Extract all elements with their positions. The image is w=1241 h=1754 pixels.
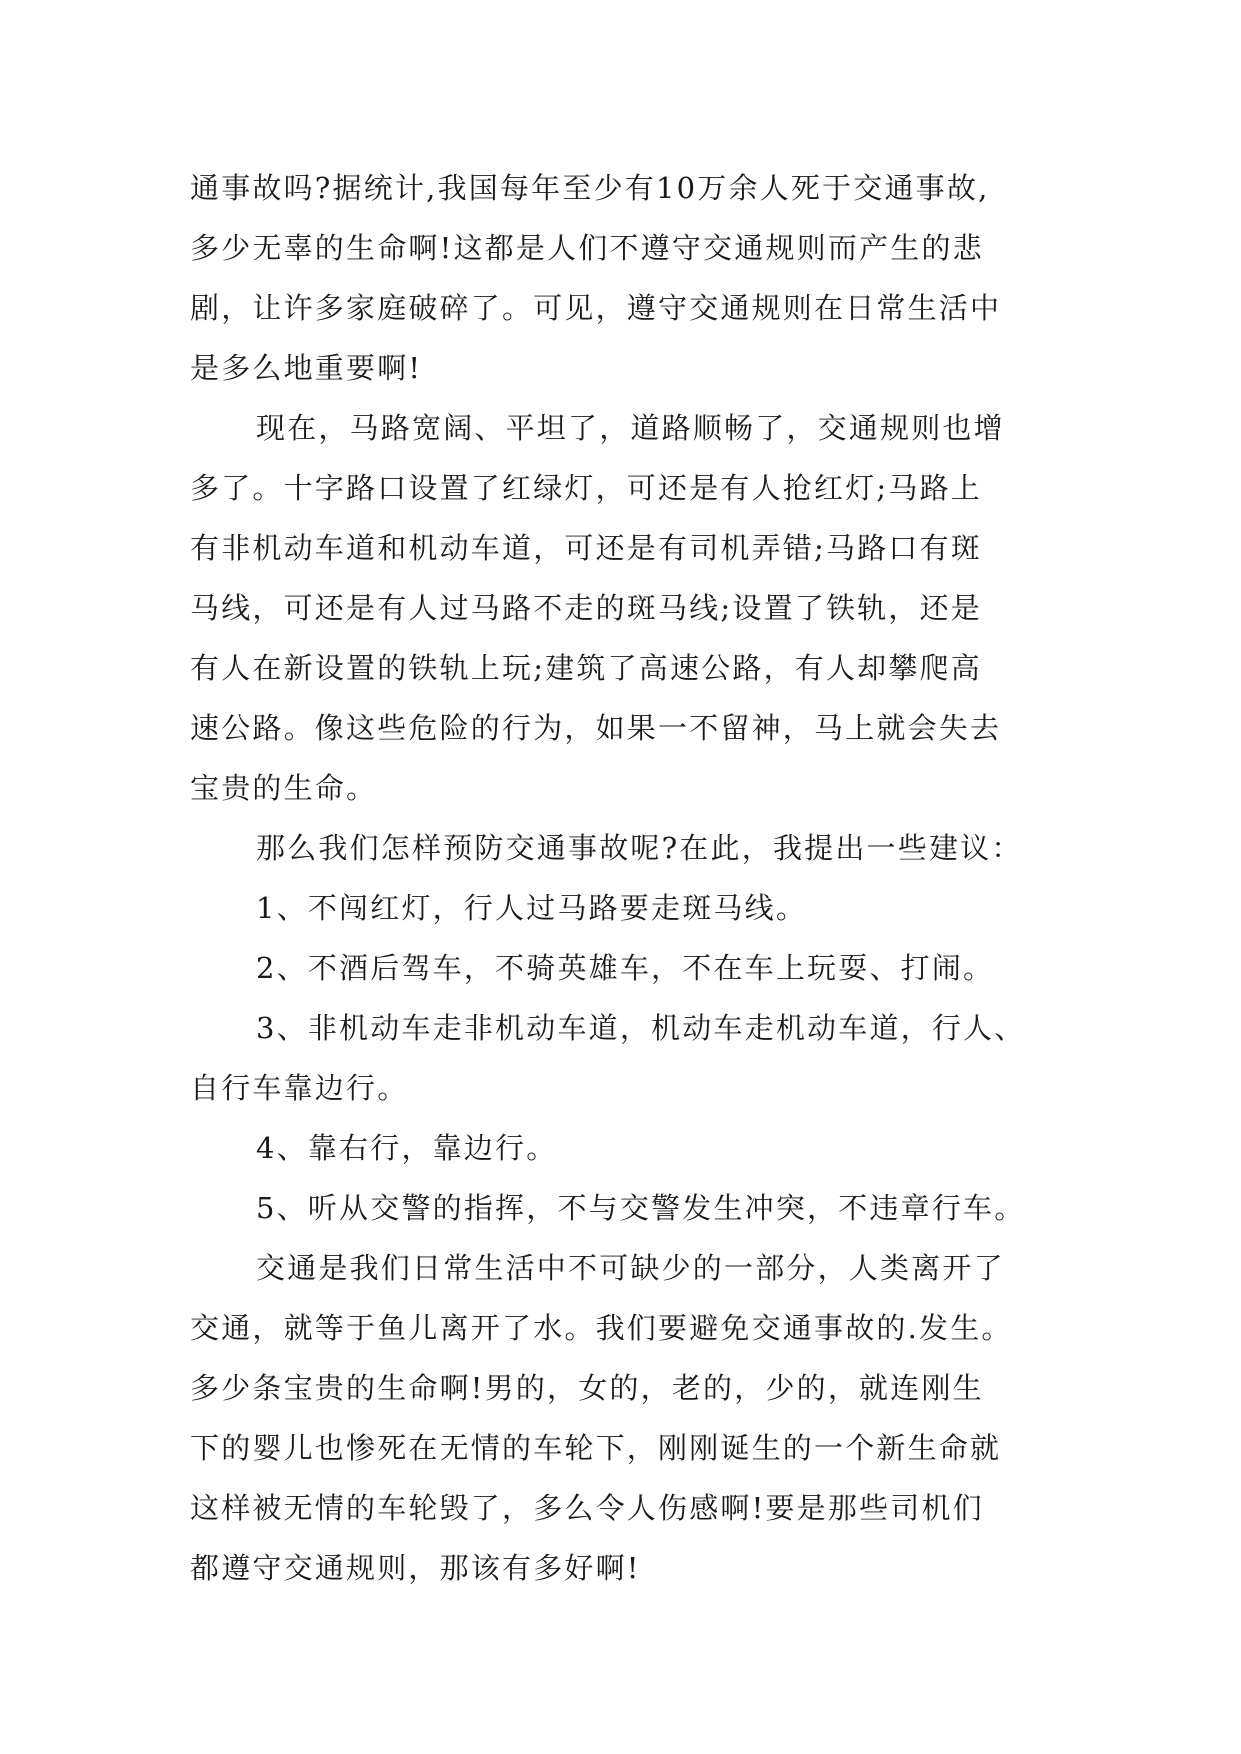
text-line: 通事故吗?据统计,我国每年至少有10万余人死于交通事故, xyxy=(190,171,990,205)
text-line: 马线，可还是有人过马路不走的斑马线;设置了铁轨，还是 xyxy=(190,591,982,625)
text-line: 下的婴儿也惨死在无情的车轮下，刚刚诞生的一个新生命就 xyxy=(190,1431,1002,1465)
text-line: 是多么地重要啊! xyxy=(190,351,423,385)
text-line: 那么我们怎样预防交通事故呢?在此，我提出一些建议： xyxy=(256,831,1023,865)
text-line: 有非机动车道和机动车道，可还是有司机弄错;马路口有斑 xyxy=(190,531,982,565)
text-line: 有人在新设置的铁轨上玩;建筑了高速公路，有人却攀爬高 xyxy=(190,651,982,685)
text-line: 4、靠右行，靠边行。 xyxy=(256,1131,558,1165)
text-line: 多少条宝贵的生命啊!男的，女的，老的，少的，就连刚生 xyxy=(190,1371,984,1405)
text-line: 都遵守交通规则，那该有多好啊! xyxy=(190,1551,641,1585)
text-line: 现在，马路宽阔、平坦了，道路顺畅了，交通规则也增 xyxy=(256,411,1005,445)
text-line: 3、非机动车走非机动车道，机动车走机动车道，行人、 xyxy=(256,1011,1026,1045)
text-line: 5、听从交警的指挥，不与交警发生冲突，不违章行车。 xyxy=(256,1191,1026,1225)
text-line: 多了。十字路口设置了红绿灯，可还是有人抢红灯;马路上 xyxy=(190,471,982,505)
text-line: 这样被无情的车轮毁了，多么令人伤感啊!要是那些司机们 xyxy=(190,1491,984,1525)
text-line: 速公路。像这些危险的行为，如果一不留神，马上就会失去 xyxy=(190,711,1002,745)
text-line: 交通是我们日常生活中不可缺少的一部分，人类离开了 xyxy=(256,1251,1005,1285)
text-line: 多少无辜的生命啊!这都是人们不遵守交通规则而产生的悲 xyxy=(190,231,984,265)
text-line: 剧，让许多家庭破碎了。可见，遵守交通规则在日常生活中 xyxy=(190,291,1002,325)
text-line: 1、不闯红灯，行人过马路要走斑马线。 xyxy=(256,891,808,925)
document-body xyxy=(190,158,1070,1598)
text-line: 交通，就等于鱼儿离开了水。我们要避免交通事故的.发生。 xyxy=(190,1311,1013,1345)
text-line: 2、不酒后驾车，不骑英雄车，不在车上玩耍、打闹。 xyxy=(256,951,995,985)
text-line: 自行车靠边行。 xyxy=(190,1071,409,1105)
text-line: 宝贵的生命。 xyxy=(190,771,378,805)
